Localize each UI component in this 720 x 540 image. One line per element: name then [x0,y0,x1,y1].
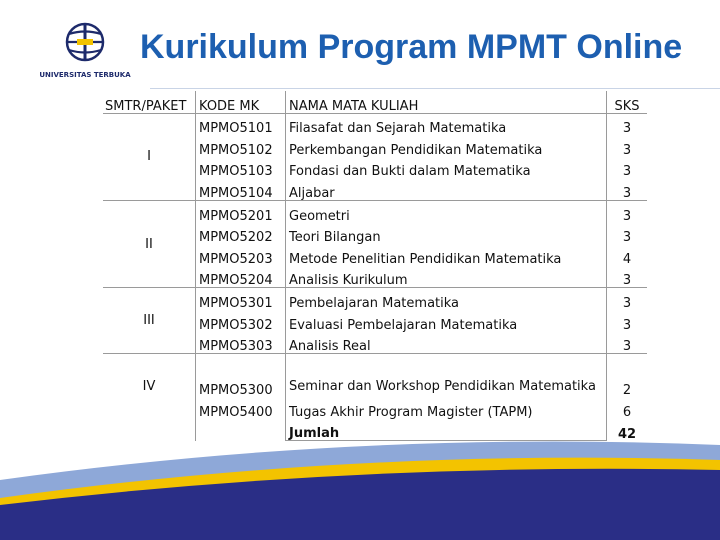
sks-cell: 6 [622,404,632,420]
kode-cell: MPMO5302 [196,310,286,332]
logo-text: UNIVERSITAS TERBUKA [39,71,131,79]
table-total-row [103,419,647,441]
semester-label: IV [103,354,196,419]
kode-cell: MPMO5102 [196,135,286,157]
col-header-sks: SKS [614,98,640,114]
nama-cell: Evaluasi Pembelajaran Matematika [286,310,607,332]
kode-cell: MPMO5300 [196,354,286,398]
nama-cell: Filasafat dan Sejarah Matematika [286,113,607,135]
sks-cell: 3 [622,273,632,289]
table-header-row [103,91,647,113]
slide-header [0,0,720,90]
nama-cell: Teori Bilangan [286,223,607,245]
footer-band [0,440,720,540]
globe-icon [67,24,103,60]
sks-cell: 3 [607,288,648,310]
sks-cell: 4 [622,251,632,267]
semester-label: II [103,200,196,287]
col-header-nama: NAMA MATA KULIAH [286,91,607,113]
sks-cell: 2 [607,354,648,398]
nama-cell: Pembelajaran Matematika [286,288,607,310]
kode-cell: MPMO5203 [196,244,286,266]
semester-label: III [103,288,196,354]
nama-cell: Metode Penelitian Pendidikan Matematika [286,244,607,266]
kode-cell: MPMO5202 [196,223,286,245]
kode-cell: MPMO5400 [196,397,286,419]
sks-cell: 3 [622,230,632,246]
university-logo [30,22,140,92]
table-row [103,288,647,310]
nama-cell: Fondasi dan Bukti dalam Matematika [286,157,607,179]
header-divider [150,88,720,89]
sks-cell: 3 [622,142,632,158]
nama-cell: Perkembangan Pendidikan Matematika [286,135,607,157]
nama-cell: Analisis Real [286,332,607,354]
kode-cell: MPMO5303 [196,332,286,354]
col-header-kode: KODE MK [196,91,286,113]
total-sks: 42 [617,426,637,442]
nama-cell: Tugas Akhir Program Magister (TAPM) [286,397,607,419]
kode-cell: MPMO5204 [196,266,286,288]
semester-label: I [103,113,196,200]
table-row [103,200,647,222]
sks-cell: 3 [622,185,632,201]
nama-cell: Seminar dan Workshop Pendidikan Matematika [286,354,607,398]
total-label: Jumlah [286,419,607,441]
kode-cell: MPMO5103 [196,157,286,179]
sks-cell: 3 [622,339,632,355]
col-header-semester: SMTR/PAKET [105,98,187,114]
page-title: Kurikulum Program MPMT Online [140,28,683,66]
kode-cell: MPMO5101 [196,113,286,135]
nama-cell: Analisis Kurikulum [286,266,607,288]
table-row [103,113,647,135]
kode-cell: MPMO5301 [196,288,286,310]
nama-cell: Aljabar [286,178,607,200]
sks-cell: 3 [622,164,632,180]
nama-cell: Geometri [286,200,607,222]
sks-cell: 3 [622,317,632,333]
kode-cell: MPMO5201 [196,200,286,222]
kode-cell: MPMO5104 [196,178,286,200]
table-row [103,354,647,398]
sks-cell: 3 [607,200,648,222]
curriculum-table [103,91,647,441]
sks-cell: 3 [607,113,648,135]
